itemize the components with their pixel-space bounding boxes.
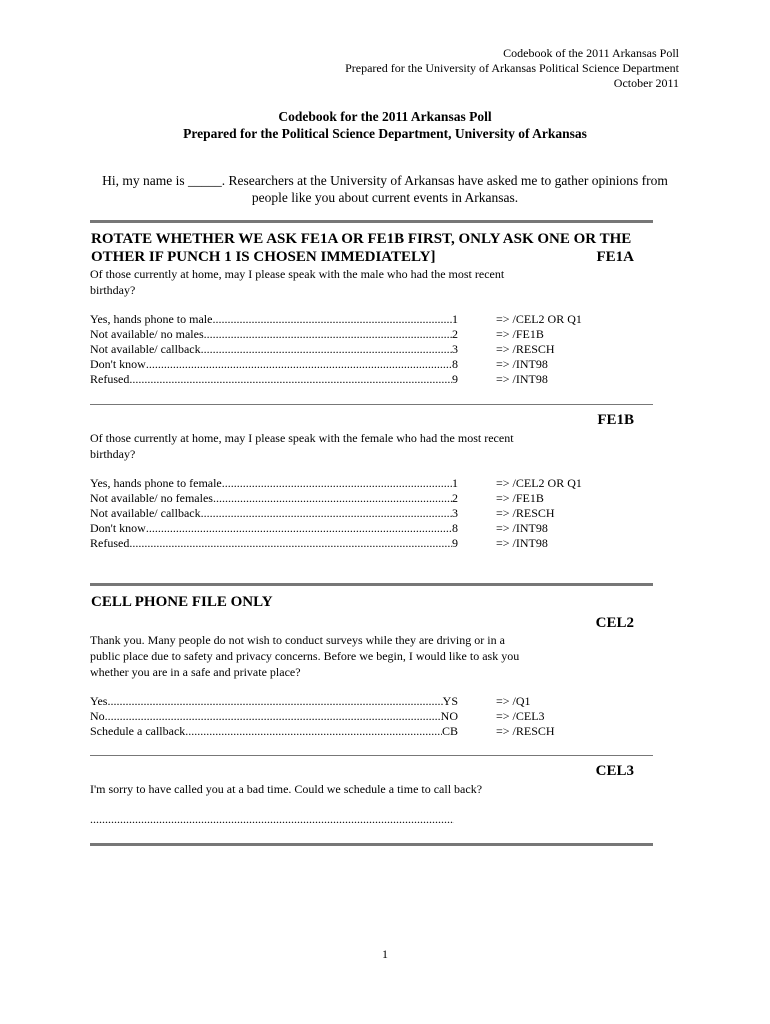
- answer-label: No: [90, 709, 105, 723]
- page-number: 1: [382, 947, 388, 961]
- running-header-date: October 2011: [613, 76, 679, 90]
- answer-label: Not available/ callback: [90, 506, 201, 520]
- dot-leader: [105, 709, 441, 724]
- answer-option-row: [90, 357, 458, 372]
- intro-line-2: people like you about current events in Arkansas.: [251, 190, 519, 205]
- answer-code: 2: [452, 327, 458, 341]
- question-divider: [90, 755, 653, 756]
- answer-code: NO: [440, 709, 458, 723]
- dot-leader: [213, 491, 452, 506]
- skip-instruction: => /INT98: [496, 372, 548, 386]
- answer-code: CB: [441, 724, 458, 738]
- answer-option-row: [90, 506, 458, 521]
- answer-code: 3: [452, 342, 458, 356]
- question-text-cel2: [90, 632, 557, 680]
- skip-instruction: => /RESCH: [496, 506, 555, 520]
- skip-instruction: => /Q1: [496, 694, 531, 708]
- dot-leader: [212, 312, 452, 327]
- answer-option-row: [90, 476, 458, 491]
- document-title: Codebook for the 2011 Arkansas Poll: [278, 109, 492, 124]
- skip-instruction: => /INT98: [496, 357, 548, 371]
- skip-instruction: => /INT98: [496, 536, 548, 550]
- question-text-line: birthday?: [90, 283, 136, 297]
- dot-leader: [185, 724, 442, 739]
- answer-option-row: [90, 312, 458, 327]
- question-text-line: birthday?: [90, 447, 136, 461]
- dot-leader: [201, 342, 452, 357]
- answer-label: Schedule a callback: [90, 724, 186, 738]
- question-text-fe1b: [90, 430, 557, 462]
- answer-option-row: [90, 709, 458, 724]
- answer-code: 8: [452, 357, 458, 371]
- section-heading-cell-phone: CELL PHONE FILE ONLY: [91, 594, 273, 610]
- answer-code: 8: [452, 521, 458, 535]
- dot-leader: [146, 521, 452, 536]
- answer-label: Not available/ callback: [90, 342, 201, 356]
- question-text-line: Of those currently at home, may I please speak with the female who had the most recent: [90, 431, 514, 445]
- question-text-line: Thank you. Many people do not wish to conduct surveys while they are driving or in a: [90, 633, 505, 647]
- answer-option-row: [90, 694, 458, 709]
- skip-instruction: => /CEL3: [496, 709, 545, 723]
- question-divider: [90, 404, 653, 405]
- answer-label: Yes, hands phone to male: [90, 312, 213, 326]
- skip-instruction: => /FE1B: [496, 491, 544, 505]
- answer-label: Not available/ no females: [90, 491, 213, 505]
- skip-instruction: => /FE1B: [496, 327, 544, 341]
- answer-code: 2: [452, 491, 458, 505]
- answer-code: 3: [452, 506, 458, 520]
- response-dotted-line: [90, 812, 454, 826]
- answer-label: Refused: [90, 372, 130, 386]
- answer-option-row: [90, 521, 458, 536]
- answer-code: YS: [442, 694, 458, 708]
- answer-label: Don't know: [90, 521, 146, 535]
- answer-code: 9: [452, 372, 458, 386]
- answer-option-row: [90, 342, 458, 357]
- answer-code: 9: [452, 536, 458, 550]
- skip-instruction: => /INT98: [496, 521, 548, 535]
- question-id-cel3: CEL3: [595, 763, 634, 779]
- question-id-fe1a: FE1A: [596, 249, 634, 265]
- section-divider: [90, 843, 653, 846]
- answer-code: 1: [452, 476, 458, 490]
- answer-option-row: [90, 724, 458, 739]
- answer-option-row: [90, 327, 458, 342]
- running-header-title: Codebook of the 2011 Arkansas Poll: [503, 46, 679, 60]
- section-divider: [90, 220, 653, 223]
- answer-option-row: [90, 372, 458, 387]
- skip-instruction: => /CEL2 OR Q1: [496, 312, 582, 326]
- running-header-subtitle: Prepared for the University of Arkansas Political Science Department: [345, 61, 679, 75]
- skip-instruction: => /RESCH: [496, 342, 555, 356]
- question-text-line: Of those currently at home, may I please speak with the male who had the most recent: [90, 267, 505, 281]
- answer-code: 1: [452, 312, 458, 326]
- question-id-fe1b: FE1B: [597, 412, 634, 428]
- question-text-cel3: I'm sorry to have called you at a bad time. Could we schedule a time to call back?: [90, 782, 483, 796]
- question-text-line: whether you are in a safe and private place?: [90, 665, 301, 679]
- question-text-line: public place due to safety and privacy concerns. Before we begin, I would like to ask you: [90, 649, 520, 663]
- dot-leader: [107, 694, 442, 709]
- intro-line-1: Hi, my name is _____. Researchers at the University of Arkansas have asked me to gather opinions from: [102, 173, 668, 188]
- dot-leader: [204, 327, 452, 342]
- section-divider: [90, 583, 653, 586]
- skip-instruction: => /RESCH: [496, 724, 555, 738]
- question-text-fe1a: [90, 266, 557, 298]
- answer-label: Yes, hands phone to female: [90, 476, 222, 490]
- rotate-instruction-line-1: ROTATE WHETHER WE ASK FE1A OR FE1B FIRST, ONLY ASK ONE OR THE: [91, 231, 632, 247]
- answer-label: Not available/ no males: [90, 327, 204, 341]
- dot-leader: [129, 536, 452, 551]
- dot-leader: [201, 506, 452, 521]
- rotate-instruction-line-2: OTHER IF PUNCH 1 IS CHOSEN IMMEDIATELY]: [91, 249, 436, 265]
- answer-label: Yes: [90, 694, 108, 708]
- skip-instruction: => /CEL2 OR Q1: [496, 476, 582, 490]
- answer-option-row: [90, 491, 458, 506]
- answer-label: Refused: [90, 536, 130, 550]
- answer-label: Don't know: [90, 357, 146, 371]
- answer-option-row: [90, 536, 458, 551]
- dot-leader: [129, 372, 452, 387]
- question-id-cel2: CEL2: [595, 615, 634, 631]
- dot-leader: [222, 476, 452, 491]
- document-subtitle: Prepared for the Political Science Department, University of Arkansas: [183, 126, 587, 141]
- dot-leader: [146, 357, 452, 372]
